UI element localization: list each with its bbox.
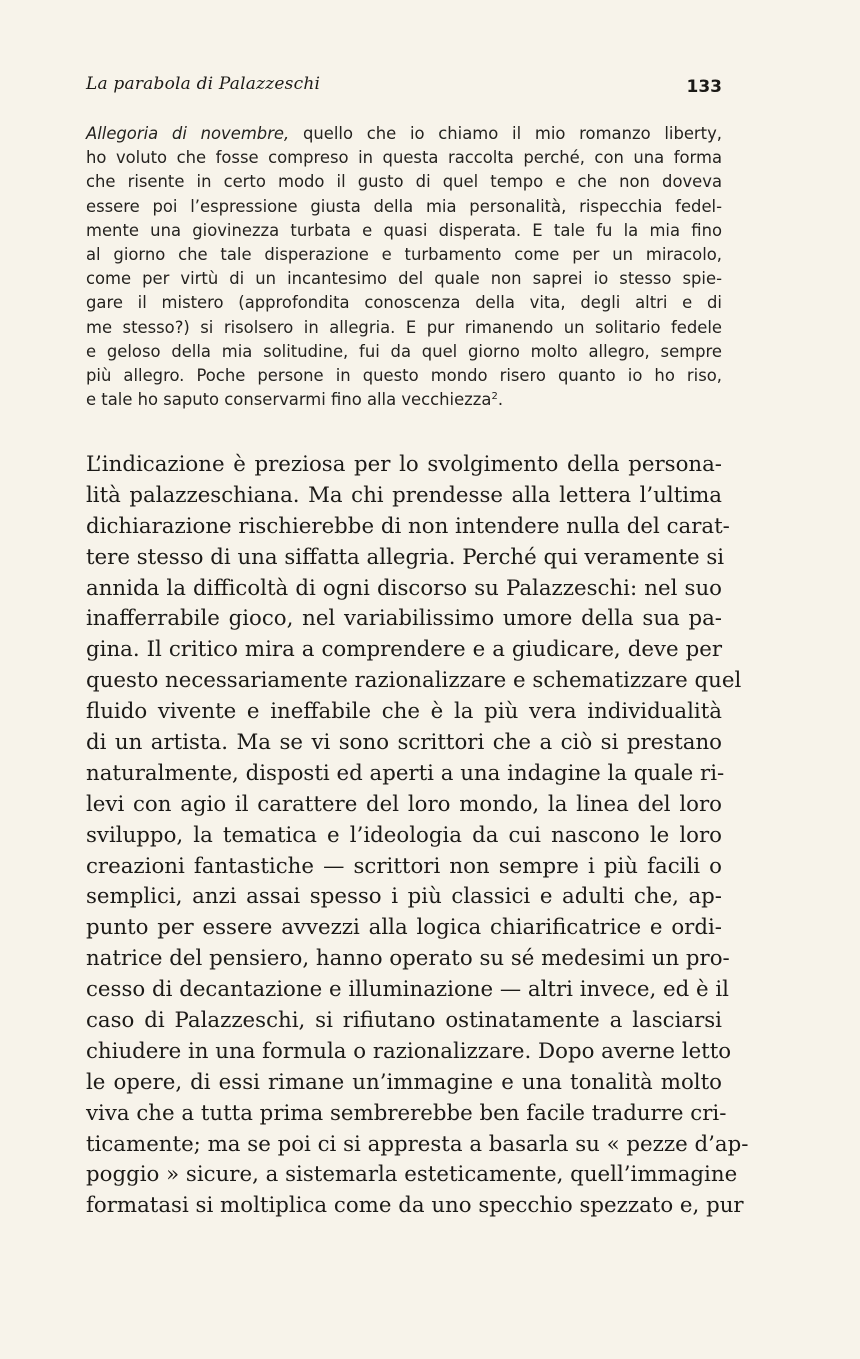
body-line: poggio » sicure, a sistemarla esteticamente, quell’immagine xyxy=(86,1162,738,1188)
quote-line: al giorno che tale disperazione e turbamento come per un miracolo, xyxy=(86,244,722,264)
body-line: inafferrabile gioco, nel variabilissimo umore della sua pa- xyxy=(86,606,722,632)
body-line: questo necessariamente razionalizzare e schematizzare quel xyxy=(86,668,742,694)
quote-line xyxy=(86,122,722,146)
body-line: creazioni fantastiche — scrittori non sempre i più facili o xyxy=(86,853,722,879)
quote-line: gare il mistero (approfondita conoscenza della vita, degli altri e di xyxy=(86,293,722,313)
quote-line: mente una giovinezza turbata e quasi disperata. E tale fu la mia fino xyxy=(86,220,722,240)
block-quote xyxy=(86,122,722,412)
body-line: L’indicazione è preziosa per lo svolgimento della persona- xyxy=(86,452,722,477)
page-header xyxy=(86,74,722,98)
quote-line: e geloso della mia solitudine, fui da quel giorno molto allegro, sempre xyxy=(86,341,722,361)
quote-line: me stesso?) si risolsero in allegria. E pur rimanendo un solitario fedele xyxy=(86,317,722,337)
body-line: cesso di decantazione e illuminazione — altri invece, ed è il xyxy=(86,977,729,1003)
body-line: viva che a tutta prima sembrerebbe ben facile tradurre cri- xyxy=(86,1100,727,1126)
body-line: punto per essere avvezzi alla logica chiarificatrice e ordi- xyxy=(86,915,722,941)
quote-line: come per virtù di un incantesimo del quale non saprei io stesso spie- xyxy=(86,269,722,289)
quote-line: essere poi l’espressione giusta della mia personalità, rispecchia fedel- xyxy=(86,196,722,216)
body-line: ticamente; ma se poi ci si appresta a basarla su « pezze d’ap- xyxy=(86,1131,749,1157)
body-line: fluido vivente e ineffabile che è la più vera individualità xyxy=(86,699,722,725)
quote-line xyxy=(86,388,722,412)
quote-title: Allegoria di novembre, xyxy=(86,124,290,143)
running-title: La parabola di Palazzeschi xyxy=(86,74,321,94)
page-number: 133 xyxy=(686,77,722,97)
body-line: gina. Il critico mira a comprendere e a giudicare, deve per xyxy=(86,637,722,663)
quote-line-text: quello che io chiamo il mio romanzo liberty, xyxy=(289,124,723,143)
footnote-mark: 2 xyxy=(491,391,498,403)
body-line: semplici, anzi assai spesso i più classici e adulti che, ap- xyxy=(86,884,722,910)
quote-line-text: e tale ho saputo conservarmi fino alla vecchiezza xyxy=(86,390,492,410)
body-line: levi con agio il carattere del loro mondo, la linea del loro xyxy=(86,791,722,817)
body-line: tere stesso di una siffatta allegria. Perché qui veramente si xyxy=(86,544,725,570)
body-line: lità palazzeschiana. Ma chi prendesse alla lettera l’ultima xyxy=(86,482,722,508)
body-line: formatasi si moltiplica come da uno specchio spezzato e, pur xyxy=(86,1193,744,1219)
quote-line: ho voluto che fosse compreso in questa raccolta perché, con una forma xyxy=(86,148,722,168)
body-line: naturalmente, disposti ed aperti a una indagine la quale ri- xyxy=(86,760,725,786)
body-line: caso di Palazzeschi, si rifiutano ostinatamente a lasciarsi xyxy=(86,1008,722,1034)
body-line: sviluppo, la tematica e l’ideologia da cui nascono le loro xyxy=(86,822,722,848)
quote-line: che risente in certo modo il gusto di quel tempo e che non doveva xyxy=(86,172,722,192)
quote-line: più allegro. Poche persone in questo mondo risero quanto io ho riso, xyxy=(86,365,722,385)
body-line: chiudere in una formula o razionalizzare. Dopo averne letto xyxy=(86,1038,732,1064)
body-paragraph xyxy=(86,450,749,1222)
body-line: natrice del pensiero, hanno operato su sé medesimi un pro- xyxy=(86,946,730,972)
body-line: di un artista. Ma se vi sono scrittori che a ciò si prestano xyxy=(86,730,722,756)
quote-line-end: . xyxy=(497,390,504,410)
body-line: le opere, di essi rimane un’immagine e una tonalità molto xyxy=(86,1069,722,1095)
body-line: dichiarazione rischierebbe di non intendere nulla del carat- xyxy=(86,513,730,539)
body-line: annida la difficoltà di ogni discorso su Palazzeschi: nel suo xyxy=(86,575,722,601)
